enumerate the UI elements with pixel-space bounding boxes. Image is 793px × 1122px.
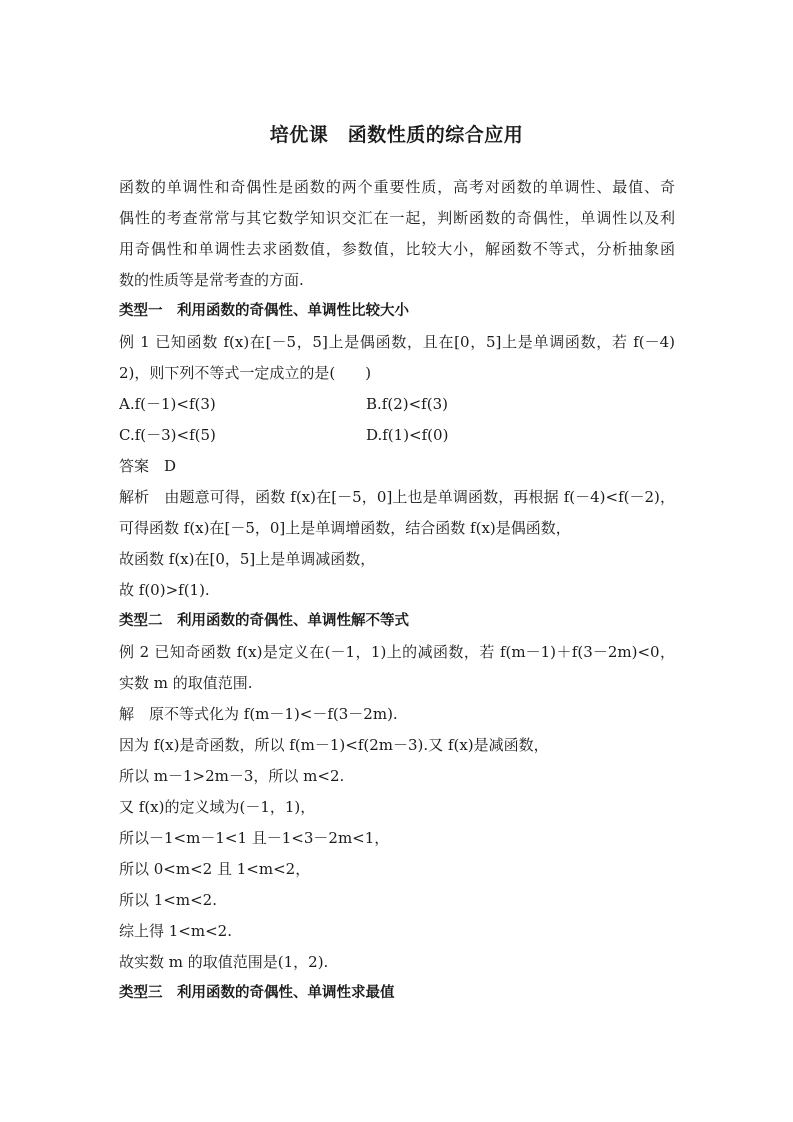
solution-line: 所以－1<m－1<1 且－1<3－2m<1， bbox=[119, 829, 390, 847]
options-row bbox=[119, 420, 675, 451]
example-1-line: 例 1 已知函数 f(x)在[－5，5]上是偶函数，且在[0，5]上是单调函数，若 f(－4) bbox=[119, 333, 675, 351]
solution-line: 所以 1<m<2. bbox=[119, 891, 217, 909]
example-2-line: 实数 m 的取值范围. bbox=[119, 674, 253, 692]
intro-line: 函数的单调性和奇偶性是函数的两个重要性质，高考对函数的单调性、最值、奇 bbox=[119, 178, 675, 196]
option-d: D.f(1)<f(0) bbox=[366, 426, 449, 444]
intro-line: 偶性的考查常常与其它数学知识交汇在一起，判断函数的奇偶性，单调性以及利 bbox=[119, 209, 675, 227]
analysis-line: 故 f(0)>f(1). bbox=[119, 581, 210, 599]
example-1-line: 2)，则下列不等式一定成立的是( ) bbox=[119, 364, 372, 382]
answer-line: 答案 D bbox=[119, 457, 177, 475]
solution-line: 解 原不等式化为 f(m－1)<－f(3－2m). bbox=[119, 705, 398, 723]
option-c: C.f(－3)<f(5) bbox=[119, 426, 216, 444]
solution-line: 所以 m－1>2m－3，所以 m<2. bbox=[119, 767, 345, 785]
analysis-line: 故函数 f(x)在[0，5]上是单调减函数， bbox=[119, 550, 376, 568]
solution-line: 又 f(x)的定义域为(－1，1)， bbox=[119, 798, 316, 816]
analysis-line: 可得函数 f(x)在[－5，0]上是单调增函数，结合函数 f(x)是偶函数， bbox=[119, 519, 571, 537]
example-2-line: 例 2 已知奇函数 f(x)是定义在(－1，1)上的减函数，若 f(m－1)＋f(3－2m)<0， bbox=[119, 643, 675, 661]
document-body bbox=[119, 172, 675, 1009]
analysis-line: 解析 由题意可得，函数 f(x)在[－5，0]上也是单调函数，再根据 f(－4)<f(－2)， bbox=[119, 488, 675, 506]
solution-line: 因为 f(x)是奇函数，所以 f(m－1)<f(2m－3).又 f(x)是减函数， bbox=[119, 736, 549, 754]
intro-line: 用奇偶性和单调性去求函数值，参数值，比较大小，解函数不等式，分析抽象函 bbox=[119, 240, 675, 258]
section-heading-type3: 类型三 利用函数的奇偶性、单调性求最值 bbox=[119, 985, 395, 1001]
solution-line: 综上得 1<m<2. bbox=[119, 922, 232, 940]
solution-line: 故实数 m 的取值范围是(1，2). bbox=[119, 953, 329, 971]
option-a: A.f(－1)<f(3) bbox=[119, 395, 216, 413]
page-title: 培优课 函数性质的综合应用 bbox=[269, 124, 524, 146]
options-row bbox=[119, 389, 675, 420]
option-b: B.f(2)<f(3) bbox=[366, 395, 448, 413]
intro-line: 数的性质等是常考查的方面. bbox=[119, 271, 304, 289]
solution-line: 所以 0<m<2 且 1<m<2， bbox=[119, 860, 311, 878]
section-heading-type2: 类型二 利用函数的奇偶性、单调性解不等式 bbox=[119, 613, 409, 629]
section-heading-type1: 类型一 利用函数的奇偶性、单调性比较大小 bbox=[119, 303, 409, 319]
